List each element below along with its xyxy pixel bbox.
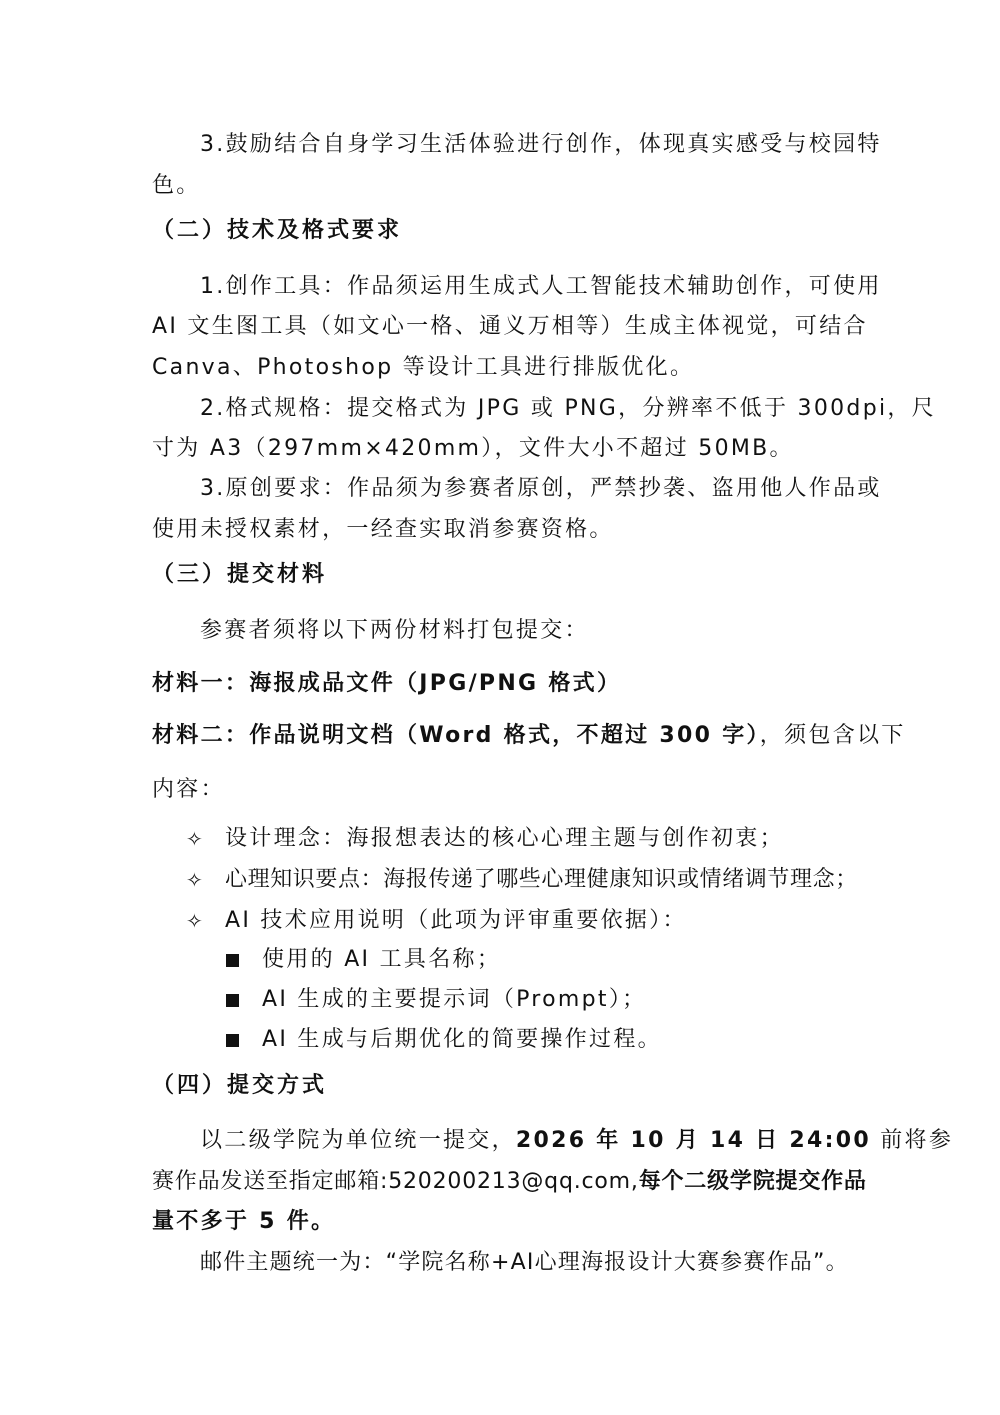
section3-heading: （三）提交材料: [152, 562, 328, 587]
section2-p2-line1: 2.格式规格：提交格式为 JPG 或 PNG，分辨率不低于 300dpi，尺: [200, 396, 936, 421]
section3-intro: 参赛者须将以下两份材料打包提交：: [200, 618, 589, 643]
diamond-bullet-icon: ✧: [186, 827, 203, 851]
section2-p3-line1: 3.原创要求：作品须为参赛者原创，严禁抄袭、盗用他人作品或: [200, 476, 882, 501]
diamond-bullet-icon: ✧: [186, 909, 203, 933]
section2-p1-line2: AI 文生图工具（如文心一格、通义万相等）生成主体视觉，可结合: [152, 314, 868, 339]
square-bullet-icon: [226, 954, 239, 967]
section4-p1-line2: [152, 1167, 867, 1197]
diamond-bullet-icon: ✧: [186, 868, 203, 892]
section1-item3-line2: 色。: [152, 173, 201, 198]
subitem-ai-prompt: AI 生成的主要提示词（Prompt）；: [262, 987, 647, 1012]
submission-limit-text: 每个二级学院提交作品: [638, 1169, 867, 1194]
email-address-text: 赛作品发送至指定邮箱:520200213@qq.com,: [152, 1169, 639, 1194]
section4-p1-text-c: 前将参: [870, 1128, 954, 1153]
section2-heading: （二）技术及格式要求: [152, 218, 403, 243]
material2-line1: [152, 721, 906, 751]
square-bullet-icon: [226, 994, 239, 1007]
subitem-ai-tool-name: 使用的 AI 工具名称；: [262, 947, 502, 972]
bullet-item-design-concept: 设计理念：海报想表达的核心心理主题与创作初衷；: [225, 826, 784, 851]
material1-title: 材料一：海报成品文件（JPG/PNG 格式）: [152, 671, 622, 696]
subitem-ai-process: AI 生成与后期优化的简要操作过程。: [262, 1027, 662, 1052]
material2-line2: 内容：: [152, 777, 225, 802]
section4-heading: （四）提交方式: [152, 1073, 328, 1098]
section2-p1-line1: 1.创作工具：作品须运用生成式人工智能技术辅助创作，可使用: [200, 274, 882, 299]
section2-p1-line3: Canva、Photoshop 等设计工具进行排版优化。: [152, 355, 695, 380]
section4-p1-text-a: 以二级学院为单位统一提交，: [200, 1128, 516, 1153]
section2-p2-line2: 寸为 A3（297mm×420mm），文件大小不超过 50MB。: [152, 436, 794, 461]
square-bullet-icon: [226, 1034, 239, 1047]
material2-rest: ，须包含以下: [759, 723, 906, 748]
material2-bold-title: 材料二：作品说明文档（Word 格式，不超过 300 字）: [152, 723, 760, 748]
bullet-item-psych-knowledge: 心理知识要点：海报传递了哪些心理健康知识或情绪调节理念；: [225, 867, 858, 892]
deadline-date: 2026 年 10 月 14 日 24:00: [515, 1128, 871, 1153]
bullet-item-ai-usage: AI 技术应用说明（此项为评审重要依据）：: [225, 908, 687, 933]
section1-item3-line1: 3.鼓励结合自身学习生活体验进行创作，体现真实感受与校园特: [200, 132, 882, 157]
section2-p3-line2: 使用未授权素材，一经查实取消参赛资格。: [152, 517, 614, 542]
section4-p1-line1: [200, 1126, 954, 1156]
section4-p2: 邮件主题统一为：“学院名称+AI心理海报设计大赛参赛作品”。: [200, 1250, 849, 1275]
section4-p1-line3: 量不多于 5 件。: [152, 1209, 336, 1234]
